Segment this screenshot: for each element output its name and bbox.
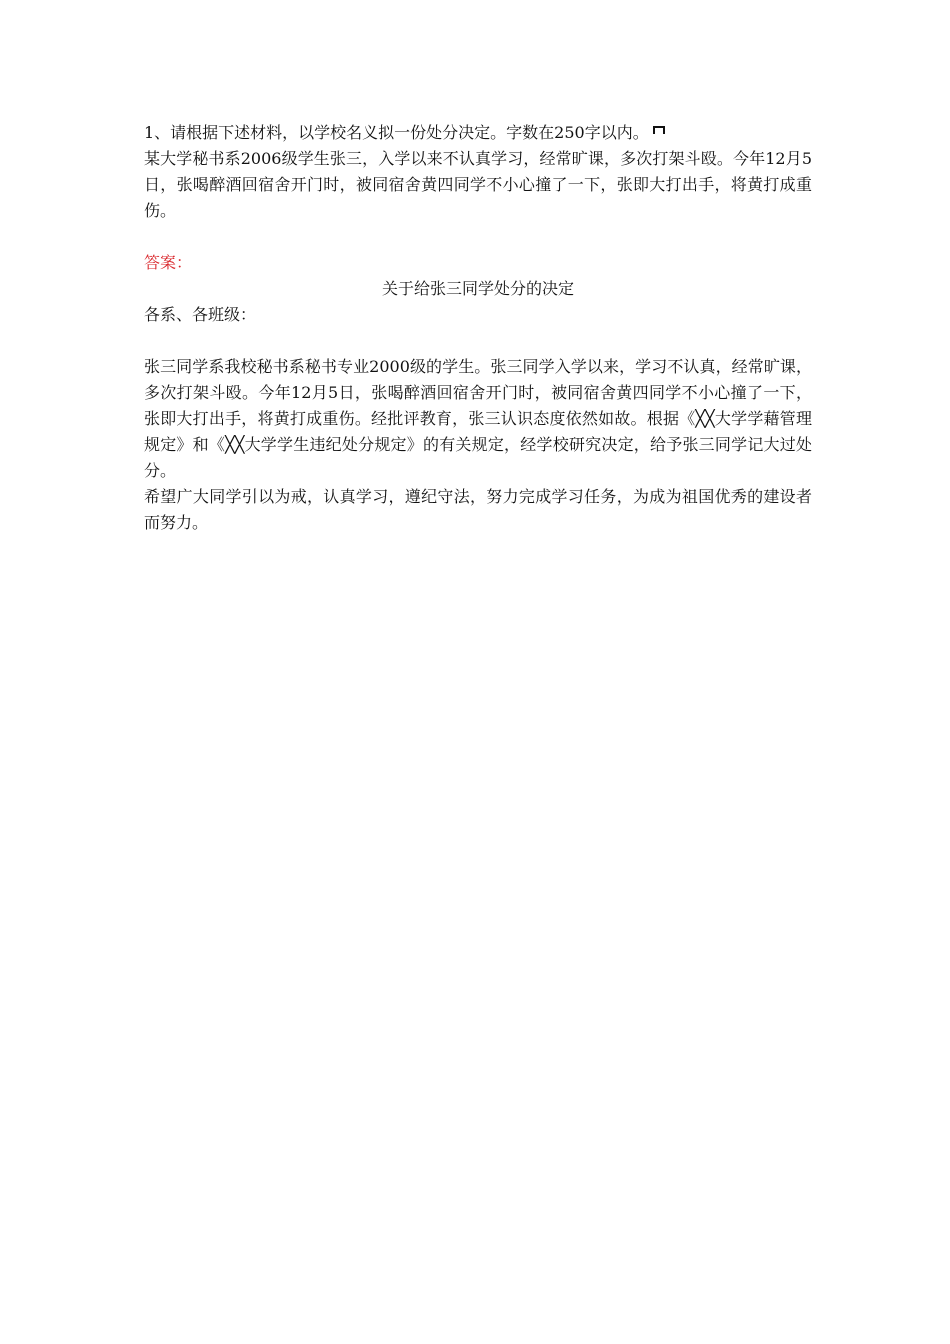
decision-paragraph-1: 张三同学系我校秘书系秘书专业2000级的学生。张三同学入学以来，学习不认真，经常旷课，多次打架斗殴。今年12月5日，张喝醉酒回宿舍开门时，被同宿舍黄四同学不小心撞了一下，张即大打出手，将黄打成重伤。经批评教育，张三认识态度依然如故。根据《╳╳大学学藉管理规定》和《╳╳大学学生违纪处分规定》的有关规定，经学校研究决定，给予张三同学记大过处分。 <box>144 357 812 480</box>
decision-salutation: 各系、各班级： <box>144 305 257 324</box>
decision-title: 关于给张三同学处分的决定 <box>381 279 574 298</box>
document-page <box>144 120 812 536</box>
text-cursor-icon <box>653 126 665 134</box>
question-material: 某大学秘书系2006级学生张三，入学以来不认真学习，经常旷课，多次打架斗殴。今年12月5日，张喝醉酒回宿舍开门时，被同宿舍黄四同学不小心撞了一下，张即大打出手，将黄打成重伤。 <box>144 149 812 220</box>
question-prompt-text: 1、请根据下述材料，以学校名义拟一份处分决定。字数在250字以内。 <box>144 123 649 142</box>
blank-line <box>144 328 812 354</box>
question-prompt <box>144 120 812 146</box>
decision-paragraph-2: 希望广大同学引以为戒，认真学习，遵纪守法，努力完成学习任务，为成为祖国优秀的建设者而努力。 <box>144 487 812 532</box>
answer-label: 答案： <box>144 253 193 272</box>
blank-line <box>144 224 812 250</box>
